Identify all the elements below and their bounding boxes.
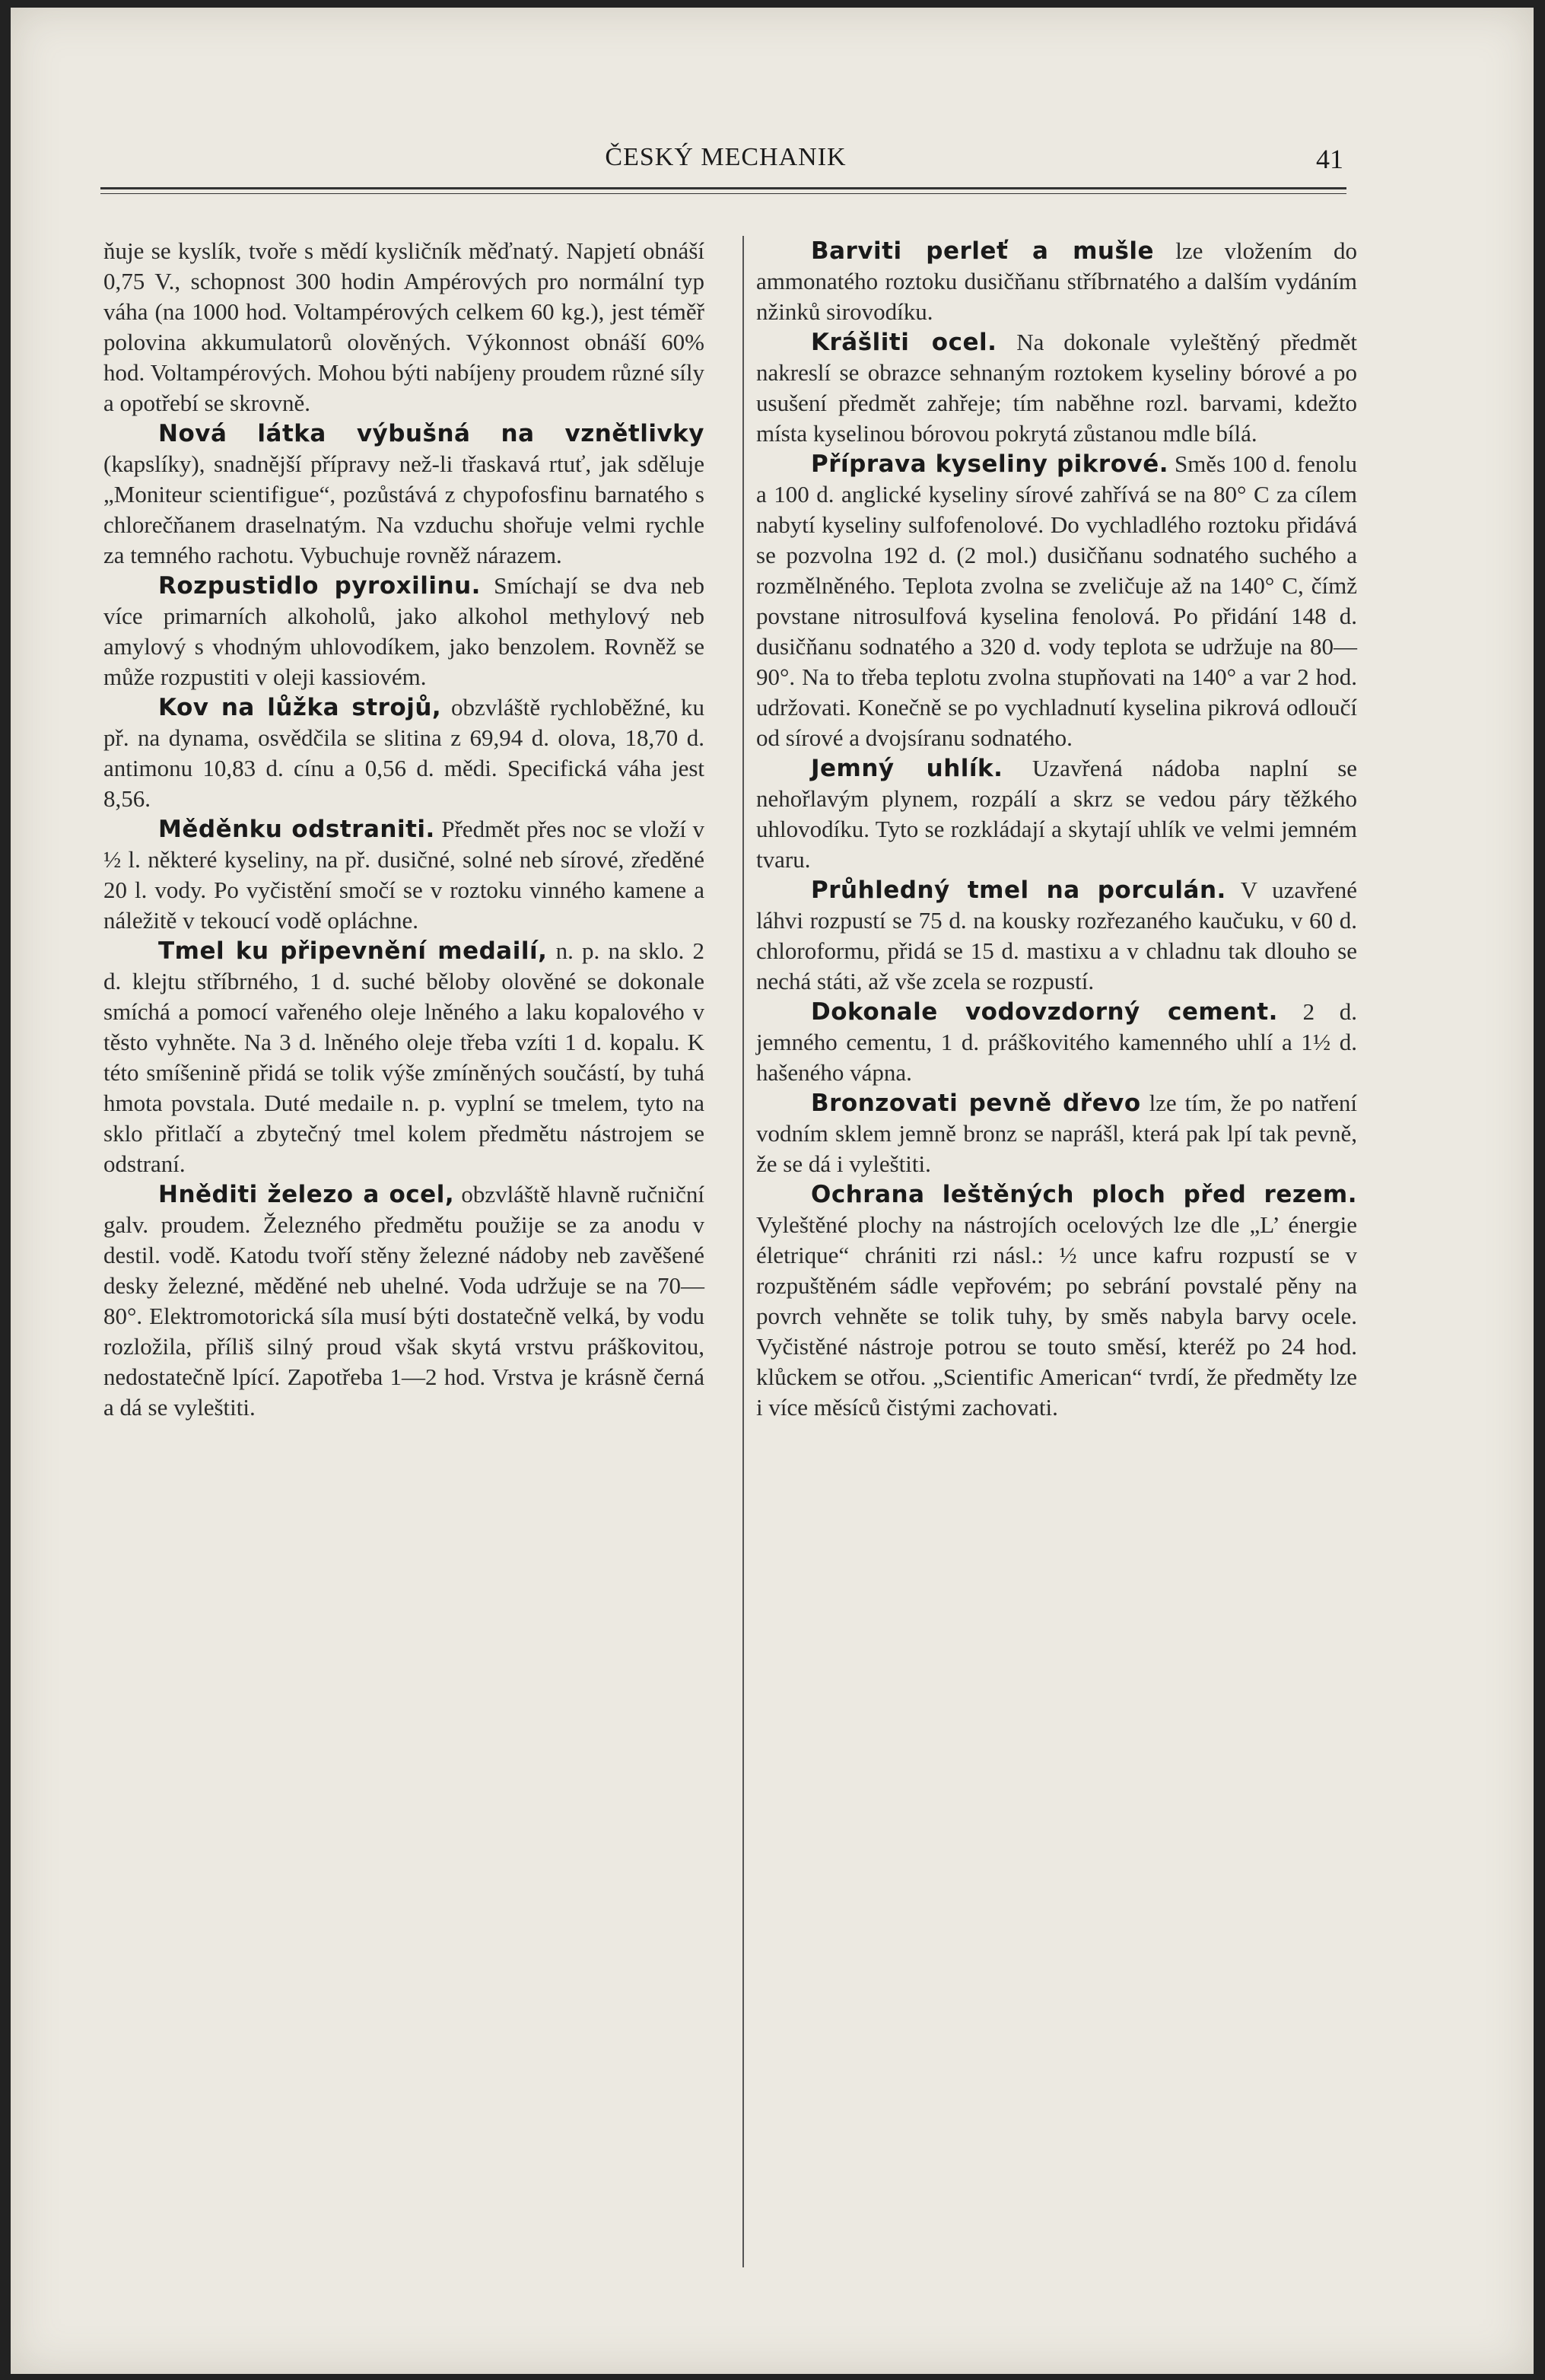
article-text: obzvláště hlavně ručniční galv. proudem. Železného předmětu použije se za anodu v destil. vodě. Katodu tvoří stěny železné nádoby neb zavěšené desky železné, měděné neb uhelné. Voda udržuje se na 70—80°. Elektromotorická síla musí býti dostatečně velká, by vodu rozložila, příliš silný proud však skytá vrstvu práškovitou, nedostatečně lpící. Zapotřeba 1—2 hod. Vrstva je krásně černá a dá se vyleštiti. — [103, 1181, 704, 1421]
article-heading: Ochrana leštěných ploch před rezem. — [811, 1181, 1357, 1208]
article-text: Uzavřená nádoba naplní se nehořlavým plynem, rozpálí a skrz se vedou páry těžkého uhlovodíku. Tyto se rozkládají a skytají uhlík ve velmi jemném tvaru. — [756, 755, 1358, 873]
article-text: Předmět přes noc se vloží v ½ l. některé kyseliny, na př. dusičné, solné neb sírové, zředěné 20 l. vody. Po vyčistění smočí se v roztoku vinného kamene a náležitě v tekoucí vodě opláchne. — [103, 816, 704, 934]
article-paragraph — [103, 418, 704, 571]
running-header: ČESKÝ MECHANIK — [605, 143, 847, 171]
article-paragraph — [756, 1088, 1357, 1179]
article-paragraph — [756, 1179, 1357, 1423]
article-text: ňuje se kyslík, tvoře s mědí kysličník měďnatý. Napjetí obnáší 0,75 V., schopnost 300 hodin Ampérových pro normální typ váha (na 1000 hod. Voltampérových celkem 60 kg.), jest téměř polovina akkumulatorů olověných. Výkonnost obnáší 60% hod. Voltampérových. Mohou býti nabíjeny proudem různé síly a opotřebí se skrovně. — [103, 237, 704, 416]
article-text: Směs 100 d. fenolu a 100 d. anglické kyseliny sírové zahřívá se na 80° C za cílem nabytí kyseliny sulfofenolové. Do vychladlého roztoku přidává se pozvolna 192 d. (2 mol.) dusičňanu sodnatého suchého a rozmělněného. Teplota zvolna se zveličuje až na 140° C, čímž povstane nitrosulfová kyselina fenolová. Po přidání 148 d. dusičňanu sodnatého a 320 d. vody teplota se udržuje na 80—90°. Na to třeba teplotu zvolna stupňovati na 140° a var 2 hod. udržovati. Konečně se po vychladnutí kyselina pikrová odloučí od sírové a dvojsíranu sodnatého. — [756, 450, 1358, 751]
article-text: lze vložením do ammonatého roztoku dusičňanu stříbrnatého a dalším vydáním nžinků sirovodíku. — [756, 237, 1358, 325]
header-rule — [100, 187, 1346, 189]
article-heading: Bronzovati pevně dřevo — [811, 1090, 1141, 1117]
article-heading: Kov na lůžka strojů, — [158, 694, 442, 721]
article-heading: Barviti perleť a mušle — [811, 237, 1155, 265]
article-paragraph — [756, 236, 1357, 327]
article-heading: Hněditi železo a ocel, — [158, 1181, 455, 1208]
article-text: Vyleštěné plochy na nástrojích ocelových lze dle „L’ énergie életrique“ chrániti rzi násl.: ½ unce kafru rozpustí se v rozpuštěném sádle vepřovém; po sebrání povstalé pěny na povrch vehněte se tolik tuhy, by směs nabyla barvy ocele. Vyčistěné nástroje potrou se touto směsí, kteréž po 24 hod. klůckem se otřou. „Scientific American“ tvrdí, že předměty lze i více měsíců čistými zachovati. — [756, 1211, 1357, 1421]
article-paragraph — [756, 327, 1357, 449]
left-column — [103, 236, 704, 1423]
article-heading: Rozpustidlo pyroxilinu. — [158, 572, 481, 600]
column-divider — [742, 236, 744, 2267]
article-heading: Tmel ku připevnění medailí, — [158, 937, 548, 965]
header-rule-thin — [100, 193, 1346, 194]
page-number: 41 — [1316, 144, 1343, 174]
article-paragraph — [103, 1179, 704, 1423]
article-paragraph — [103, 936, 704, 1179]
article-text: (kapslíky), snadnější přípravy než-li třaskavá rtuť, jak sděluje „Moniteur scientifigue“, pozůstává z chypofosfinu barnatého s chlorečňanem draselnatým. Na vzduchu shořuje velmi rychle za temného rachotu. Vybuchuje rovněž nárazem. — [103, 450, 704, 568]
article-paragraph — [103, 692, 704, 814]
article-paragraph — [103, 571, 704, 692]
article-heading: Jemný uhlík. — [811, 755, 1003, 782]
article-paragraph — [103, 814, 704, 936]
right-column — [756, 236, 1357, 1423]
article-text: Smíchají se dva neb více primarních alkoholů, jako alkohol methylový neb amylový s vhodným uhlovodíkem, jako benzolem. Rovněž se může rozpustiti v oleji kassiovém. — [103, 572, 705, 690]
article-paragraph — [756, 997, 1357, 1088]
article-heading: Dokonale vodovzdorný cement. — [811, 998, 1278, 1026]
article-text: lze tím, že po natření vodním sklem jemně bronz se naprášl, která pak lpí tak pevně, že se dá i vyleštiti. — [756, 1090, 1358, 1177]
article-heading: Průhledný tmel na porculán. — [811, 877, 1226, 904]
article-paragraph — [756, 449, 1357, 753]
article-text: V uzavřené láhvi rozpustí se 75 d. na kousky rozřezaného kaučuku, v 60 d. chloroformu, přidá se 15 d. mastixu a v chladnu tak dlouho se nechá státi, až vše zcela se rozpustí. — [756, 877, 1358, 994]
article-paragraph — [756, 875, 1357, 997]
article-paragraph — [756, 753, 1357, 875]
article-heading: Nová látka výbušná na vznětlivky — [158, 420, 704, 447]
article-heading: Příprava kyseliny pikrové. — [811, 450, 1169, 478]
document-page — [11, 8, 1534, 2374]
article-text: obzvláště rychloběžné, ku př. na dynama, osvědčila se slitina z 69,94 d. olova, 18,70 d. antimonu 10,83 d. cínu a 0,56 d. mědi. Specifická váha jest 8,56. — [103, 694, 705, 812]
article-heading: Měděnku odstraniti. — [158, 816, 435, 843]
article-text: n. p. na sklo. 2 d. klejtu stříbrného, 1 d. suché běloby olověné se dokonale smíchá a pomocí vařeného oleje lněného a laku kopalového v těsto vyhněte. Na 3 d. lněného oleje třeba vzíti 1 d. kopalu. K této smíšenině přidá se tolik výše zmíněných součástí, by tuhá hmota povstala. Duté medaile n. p. vyplní se tmelem, tyto na sklo přitlačí a zbytečný tmel kolem předmětu nástrojem se odstraní. — [103, 937, 705, 1177]
article-text: 2 d. jemného cementu, 1 d. práškovitého kamenného uhlí a 1½ d. hašeného vápna. — [756, 998, 1358, 1086]
article-paragraph — [103, 236, 704, 418]
article-heading: Krášliti ocel. — [811, 329, 997, 356]
article-text: Na dokonale vyleštěný předmět nakreslí se obrazce sehnaným roztokem kyseliny bórové a po usušení předmět zahřeje; tím naběhne rozl. barvami, kdežto místa kyselinou bórovou pokrytá zůstanou mdle bílá. — [756, 329, 1358, 447]
